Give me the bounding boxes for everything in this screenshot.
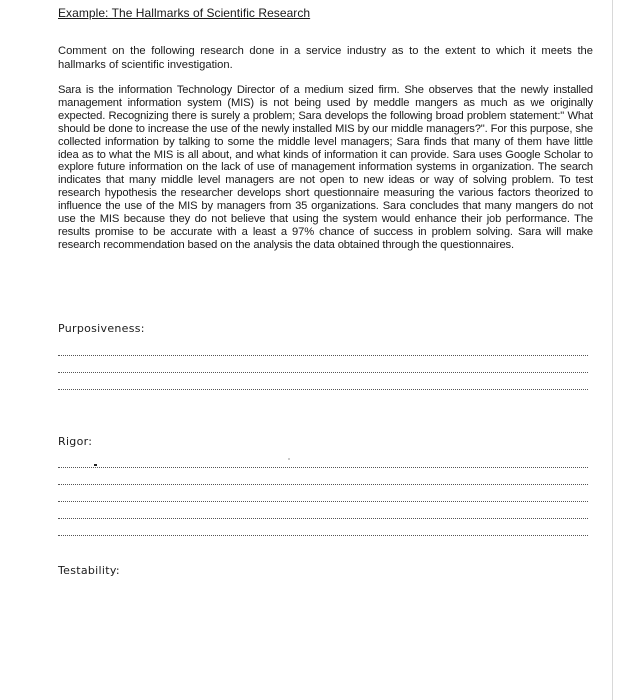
rigor-answer-line-2[interactable] bbox=[58, 484, 588, 485]
purposiveness-answer-line-1[interactable] bbox=[58, 355, 588, 356]
testability-label: Testability: bbox=[58, 564, 120, 577]
rigor-answer-line-1[interactable] bbox=[58, 467, 588, 468]
rigor-answer-line-4[interactable] bbox=[58, 518, 588, 519]
purposiveness-label: Purposiveness: bbox=[58, 322, 145, 335]
case-study-paragraph: Sara is the information Technology Director of a medium sized firm. She observes that the newly installed management information system (MIS) is not being used by meddle mangers as much as we originally expected. Recognizing there is surely a problem; Sara develops the following broad problem statement:" What should be done to increase the use of the newly installed MIS by our middle managers?". For this purpose, she collected information by talking to some the middle level managers; Sara finds that many of them have little idea as to what the MIS is all about, and what kinds of information it can provide. Sara uses Google Scholar to explore future information on the lack of use of management information systems in organization. The search indicates that many middle level managers are not open to new ideas or way of solving problem. To test research hypothesis the researcher develops short questionnaire measuring the various factors theorized to influence the use of the MIS by managers from 35 organizations. Sara concludes that many mangers do not use the MIS because they do not believe that using the system would enhance their job performance. The results promise to be accurate with a least a 97% chance of success in problem solving. Sara will make research recommendation based on the analysis the data obtained through the questionnaires. bbox=[58, 84, 593, 251]
purposiveness-answer-line-2[interactable] bbox=[58, 372, 588, 373]
rigor-label: Rigor: bbox=[58, 435, 93, 448]
rigor-answer-line-5[interactable] bbox=[58, 535, 588, 536]
document-title: Example: The Hallmarks of Scientific Research bbox=[58, 6, 311, 20]
pen-mark bbox=[94, 464, 97, 466]
rigor-answer-line-3[interactable] bbox=[58, 501, 588, 502]
purposiveness-answer-line-3[interactable] bbox=[58, 389, 588, 390]
scan-speck bbox=[288, 458, 290, 460]
instruction-prompt: Comment on the following research done in a service industry as to the extent to which it meets the hallmarks of scientific investigation. bbox=[58, 45, 593, 71]
page-edge-shadow bbox=[612, 0, 613, 700]
